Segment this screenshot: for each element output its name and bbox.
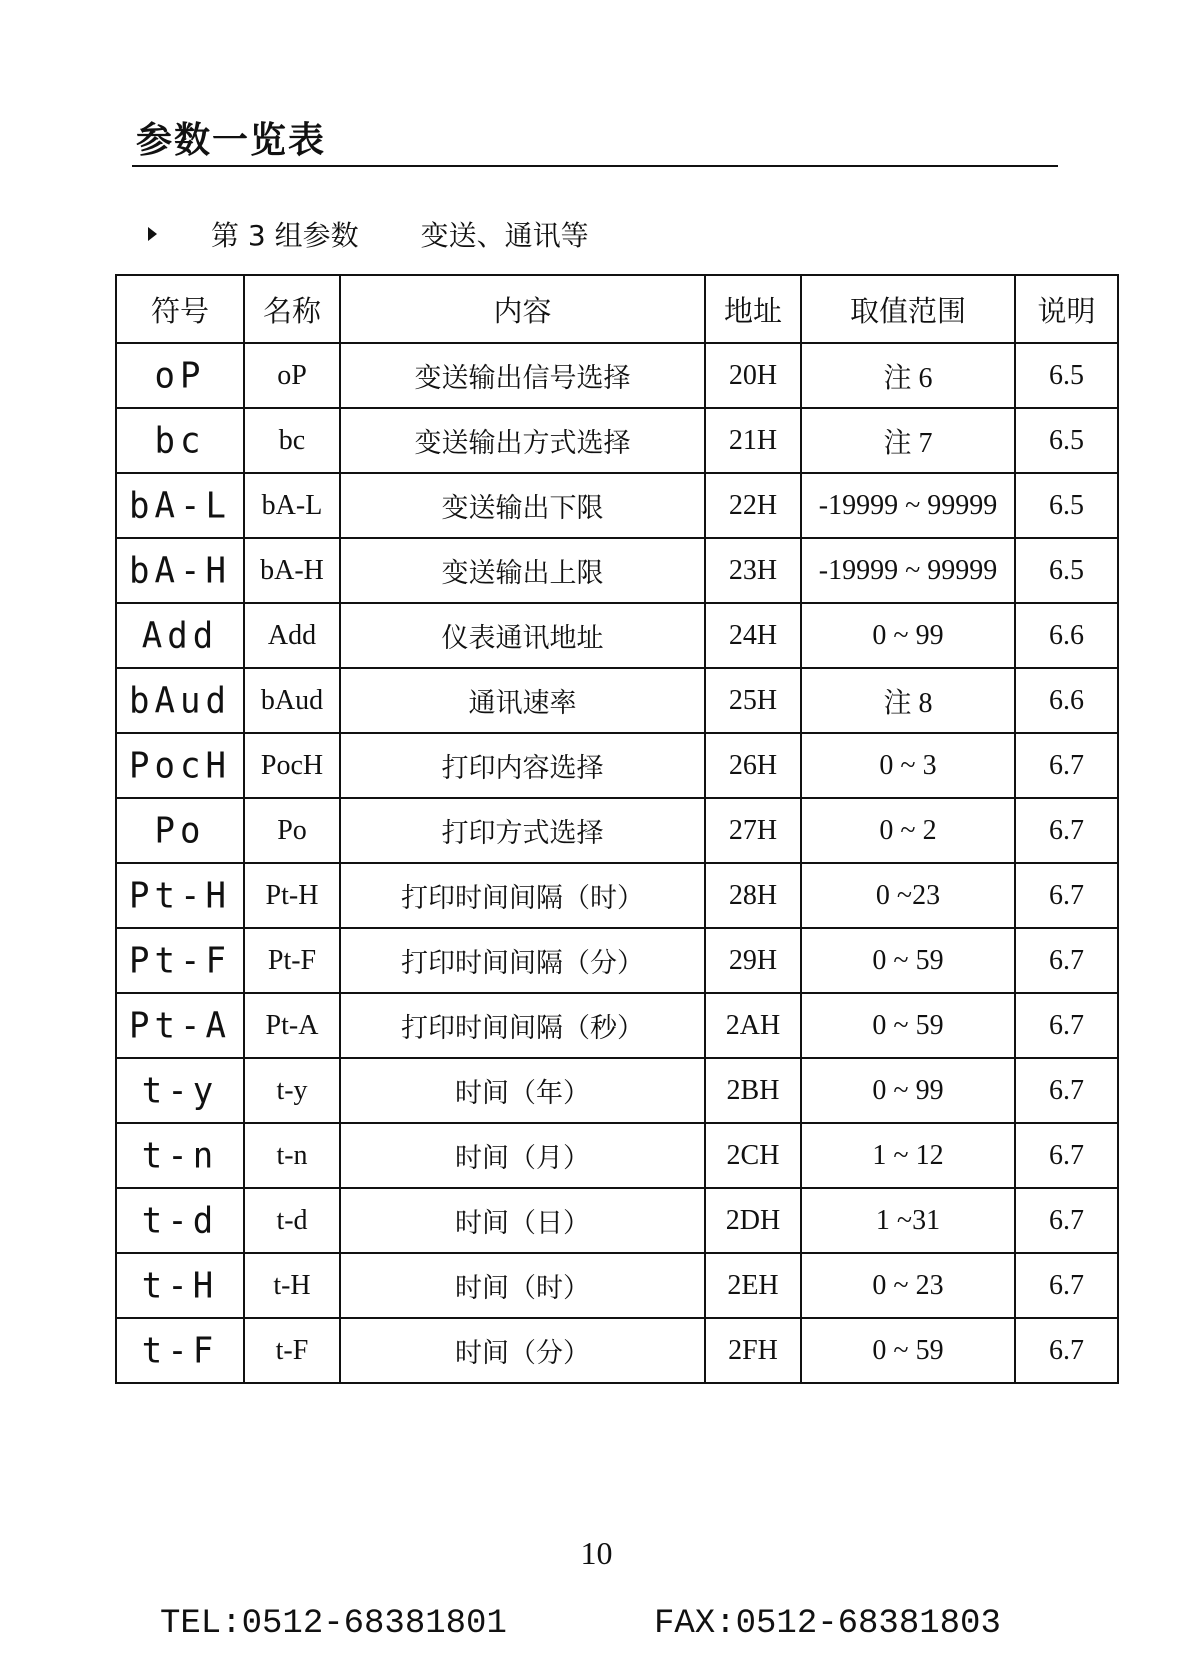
cell-symbol-text: Pt-A	[129, 1004, 231, 1047]
cell-range-text: 0 ~ 59	[872, 1334, 944, 1366]
group-description: 变送、通讯等	[420, 219, 589, 252]
cell-content-text: 变送输出上限	[441, 558, 604, 589]
cell-content	[340, 1188, 705, 1253]
cell-symbol-text: bAud	[129, 679, 231, 722]
cell-range	[801, 993, 1015, 1058]
cell-note-text: 6.5	[1049, 489, 1084, 521]
cell-content-text: 时间（月）	[455, 1143, 590, 1174]
cell-name-text: PocH	[260, 749, 324, 781]
cell-name-text: Pt-F	[267, 944, 317, 976]
cell-name-text: bA-L	[261, 489, 323, 521]
cell-range	[801, 408, 1015, 473]
title-underline	[132, 165, 1058, 167]
cell-content	[340, 408, 705, 473]
cell-content-text: 时间（日）	[455, 1208, 590, 1239]
cell-content-text: 变送输出下限	[441, 493, 604, 524]
table-row	[116, 798, 1118, 863]
cell-address-text: 25H	[728, 684, 778, 716]
cell-address-text: 26H	[728, 749, 778, 781]
cell-note-text: 6.7	[1049, 1334, 1084, 1366]
cell-name	[244, 473, 340, 538]
cell-name-text: t-F	[275, 1334, 309, 1366]
cell-symbol-text: t-n	[141, 1134, 219, 1177]
cell-address	[705, 473, 801, 538]
cell-address-text: 22H	[728, 489, 778, 521]
cell-name	[244, 798, 340, 863]
cell-symbol	[116, 798, 244, 863]
cell-range	[801, 668, 1015, 733]
cell-range	[801, 473, 1015, 538]
cell-content	[340, 1318, 705, 1383]
header-symbol: 符号	[116, 275, 244, 343]
cell-note-text: 6.5	[1049, 359, 1084, 391]
cell-address-text: 2BH	[726, 1074, 780, 1106]
cell-name	[244, 863, 340, 928]
cell-name-text: Pt-A	[265, 1009, 319, 1041]
cell-name-text: oP	[277, 359, 307, 391]
cell-note	[1015, 863, 1118, 928]
table-row	[116, 1123, 1118, 1188]
cell-note-text: 6.7	[1049, 1139, 1084, 1171]
cell-content	[340, 1123, 705, 1188]
cell-symbol	[116, 473, 244, 538]
cell-range-text: 1 ~ 12	[872, 1139, 944, 1171]
cell-note-text: 6.5	[1049, 554, 1084, 586]
cell-address-text: 27H	[728, 814, 778, 846]
table-row	[116, 538, 1118, 603]
fax: FAX:0512-68381803	[654, 1605, 1001, 1643]
cell-content	[340, 863, 705, 928]
cell-range-text: 1 ~31	[875, 1204, 941, 1236]
cell-symbol	[116, 408, 244, 473]
cell-range-text: 注 7	[883, 427, 933, 459]
cell-content	[340, 1253, 705, 1318]
cell-name-text: bA-H	[260, 554, 324, 586]
cell-range	[801, 1123, 1015, 1188]
cell-range-text: 0 ~ 23	[872, 1269, 944, 1301]
cell-note	[1015, 798, 1118, 863]
cell-content-text: 打印时间间隔（秒）	[401, 1013, 644, 1044]
cell-range-text: 0 ~ 59	[872, 944, 944, 976]
cell-address	[705, 538, 801, 603]
table-row	[116, 408, 1118, 473]
cell-address-text: 29H	[728, 944, 778, 976]
table-row	[116, 993, 1118, 1058]
cell-name-text: t-n	[276, 1139, 308, 1171]
cell-note	[1015, 733, 1118, 798]
cell-content	[340, 1058, 705, 1123]
cell-name-text: Po	[277, 814, 307, 846]
table-row	[116, 668, 1118, 733]
header-name: 名称	[244, 275, 340, 343]
cell-symbol-text: bc	[154, 419, 206, 462]
cell-address-text: 21H	[728, 424, 778, 456]
cell-range	[801, 343, 1015, 408]
cell-note-text: 6.6	[1049, 684, 1084, 716]
cell-range-text: 0 ~ 99	[872, 619, 944, 651]
cell-name-text: Pt-H	[265, 879, 319, 911]
cell-address	[705, 408, 801, 473]
cell-content-text: 变送输出方式选择	[414, 428, 631, 459]
cell-symbol-text: Pt-F	[129, 939, 231, 982]
cell-note	[1015, 473, 1118, 538]
cell-symbol	[116, 1253, 244, 1318]
cell-range	[801, 603, 1015, 668]
page-number: 10	[580, 1535, 613, 1571]
cell-content	[340, 668, 705, 733]
cell-symbol	[116, 343, 244, 408]
cell-address	[705, 1188, 801, 1253]
cell-symbol	[116, 863, 244, 928]
table-row	[116, 928, 1118, 993]
cell-note-text: 6.7	[1049, 944, 1084, 976]
cell-content-text: 仪表通讯地址	[441, 623, 604, 654]
cell-symbol-text: bA-L	[129, 484, 231, 527]
cell-symbol-text: t-d	[141, 1199, 219, 1242]
cell-note	[1015, 408, 1118, 473]
cell-name	[244, 1188, 340, 1253]
table-row	[116, 1188, 1118, 1253]
cell-content-text: 通讯速率	[468, 688, 577, 719]
cell-note-text: 6.6	[1049, 619, 1084, 651]
cell-range	[801, 863, 1015, 928]
cell-name	[244, 993, 340, 1058]
cell-address-text: 2CH	[726, 1139, 780, 1171]
cell-name	[244, 408, 340, 473]
cell-symbol	[116, 668, 244, 733]
cell-range-text: -19999 ~ 99999	[818, 554, 998, 586]
cell-range-text: 0 ~ 2	[879, 814, 937, 846]
cell-address	[705, 1253, 801, 1318]
cell-content-text: 打印内容选择	[441, 753, 604, 784]
cell-symbol	[116, 603, 244, 668]
cell-symbol	[116, 993, 244, 1058]
cell-content	[340, 798, 705, 863]
cell-note	[1015, 1123, 1118, 1188]
cell-note	[1015, 1058, 1118, 1123]
parameter-table	[115, 274, 1119, 1384]
cell-note	[1015, 668, 1118, 733]
table-row	[116, 343, 1118, 408]
cell-name	[244, 538, 340, 603]
cell-content	[340, 928, 705, 993]
cell-symbol-text: PocH	[129, 744, 231, 787]
cell-name	[244, 343, 340, 408]
header-address: 地址	[705, 275, 801, 343]
cell-address-text: 28H	[728, 879, 778, 911]
cell-address	[705, 928, 801, 993]
cell-content-text: 时间（时）	[455, 1273, 590, 1304]
cell-name	[244, 1253, 340, 1318]
table-row	[116, 473, 1118, 538]
cell-range	[801, 1318, 1015, 1383]
cell-range-text: 注 8	[883, 687, 933, 719]
cell-address-text: 2EH	[727, 1269, 779, 1301]
cell-note	[1015, 928, 1118, 993]
cell-address	[705, 1058, 801, 1123]
cell-note	[1015, 538, 1118, 603]
cell-range-text: 注 6	[883, 362, 933, 394]
cell-address-text: 23H	[728, 554, 778, 586]
cell-content	[340, 993, 705, 1058]
cell-note-text: 6.7	[1049, 749, 1084, 781]
cell-address-text: 2AH	[725, 1009, 781, 1041]
cell-name-text: t-H	[273, 1269, 311, 1301]
cell-range	[801, 1188, 1015, 1253]
cell-address-text: 2FH	[728, 1334, 778, 1366]
cell-symbol-text: t-y	[141, 1069, 219, 1112]
table-row	[116, 603, 1118, 668]
cell-range	[801, 928, 1015, 993]
cell-range	[801, 1058, 1015, 1123]
cell-address	[705, 733, 801, 798]
cell-note-text: 6.7	[1049, 1204, 1084, 1236]
header-content: 内容	[340, 275, 705, 343]
header-range: 取值范围	[801, 275, 1015, 343]
cell-name	[244, 733, 340, 798]
table-row	[116, 1318, 1118, 1383]
cell-name-text: t-y	[276, 1074, 308, 1106]
cell-content-text: 打印时间间隔（时）	[401, 883, 644, 914]
cell-name	[244, 603, 340, 668]
cell-content	[340, 733, 705, 798]
cell-content	[340, 538, 705, 603]
cell-name-text: Add	[267, 619, 317, 651]
cell-name	[244, 1123, 340, 1188]
cell-address	[705, 993, 801, 1058]
table-row	[116, 1253, 1118, 1318]
cell-range-text: 0 ~ 99	[872, 1074, 944, 1106]
cell-content-text: 时间（年）	[455, 1078, 590, 1109]
cell-symbol	[116, 1123, 244, 1188]
cell-content	[340, 603, 705, 668]
cell-note-text: 6.7	[1049, 1009, 1084, 1041]
cell-symbol	[116, 733, 244, 798]
header-note: 说明	[1015, 275, 1118, 343]
cell-content-text: 时间（分）	[455, 1338, 590, 1369]
cell-note-text: 6.7	[1049, 814, 1084, 846]
cell-content	[340, 473, 705, 538]
cell-symbol-text: Add	[141, 614, 219, 657]
cell-name	[244, 1318, 340, 1383]
cell-range-text: -19999 ~ 99999	[818, 489, 998, 521]
cell-content	[340, 343, 705, 408]
cell-name-text: bAud	[260, 684, 324, 716]
cell-address	[705, 603, 801, 668]
cell-note	[1015, 603, 1118, 668]
cell-symbol-text: bA-H	[129, 549, 231, 592]
cell-symbol-text: t-F	[141, 1329, 219, 1372]
cell-address	[705, 1318, 801, 1383]
cell-range	[801, 733, 1015, 798]
cell-note	[1015, 1253, 1118, 1318]
cell-note	[1015, 993, 1118, 1058]
page-title: 参数一览表	[136, 120, 327, 161]
cell-symbol	[116, 1058, 244, 1123]
cell-note-text: 6.7	[1049, 879, 1084, 911]
cell-symbol-text: oP	[154, 354, 206, 397]
cell-symbol	[116, 928, 244, 993]
cell-address	[705, 863, 801, 928]
cell-note	[1015, 1318, 1118, 1383]
cell-symbol	[116, 538, 244, 603]
group-heading	[148, 214, 589, 254]
cell-range	[801, 1253, 1015, 1318]
cell-range-text: 0 ~ 59	[872, 1009, 944, 1041]
cell-symbol-text: t-H	[141, 1264, 219, 1307]
telephone: TEL:0512-68381801	[160, 1605, 507, 1643]
cell-name	[244, 928, 340, 993]
cell-address-text: 2DH	[725, 1204, 781, 1236]
cell-symbol-text: Pt-H	[129, 874, 231, 917]
table-header-row	[116, 275, 1118, 343]
cell-content-text: 打印方式选择	[441, 818, 604, 849]
cell-content-text: 打印时间间隔（分）	[401, 948, 644, 979]
cell-range-text: 0 ~ 3	[879, 749, 937, 781]
cell-symbol	[116, 1188, 244, 1253]
cell-range	[801, 798, 1015, 863]
cell-note	[1015, 343, 1118, 408]
cell-name	[244, 1058, 340, 1123]
cell-address	[705, 668, 801, 733]
cell-note	[1015, 1188, 1118, 1253]
cell-note-text: 6.5	[1049, 424, 1084, 456]
cell-name	[244, 668, 340, 733]
cell-name-text: bc	[278, 424, 306, 456]
cell-note-text: 6.7	[1049, 1074, 1084, 1106]
bullet-arrow-icon	[148, 227, 157, 241]
cell-address	[705, 343, 801, 408]
cell-address-text: 20H	[728, 359, 778, 391]
group-label: 第 3 组参数	[211, 219, 359, 252]
cell-symbol	[116, 1318, 244, 1383]
cell-content-text: 变送输出信号选择	[414, 363, 631, 394]
cell-address	[705, 798, 801, 863]
cell-address	[705, 1123, 801, 1188]
cell-range-text: 0 ~23	[875, 879, 941, 911]
cell-range	[801, 538, 1015, 603]
cell-note-text: 6.7	[1049, 1269, 1084, 1301]
cell-symbol-text: Po	[154, 809, 206, 852]
table-row	[116, 863, 1118, 928]
table-row	[116, 733, 1118, 798]
cell-name-text: t-d	[276, 1204, 308, 1236]
cell-address-text: 24H	[728, 619, 778, 651]
table-row	[116, 1058, 1118, 1123]
